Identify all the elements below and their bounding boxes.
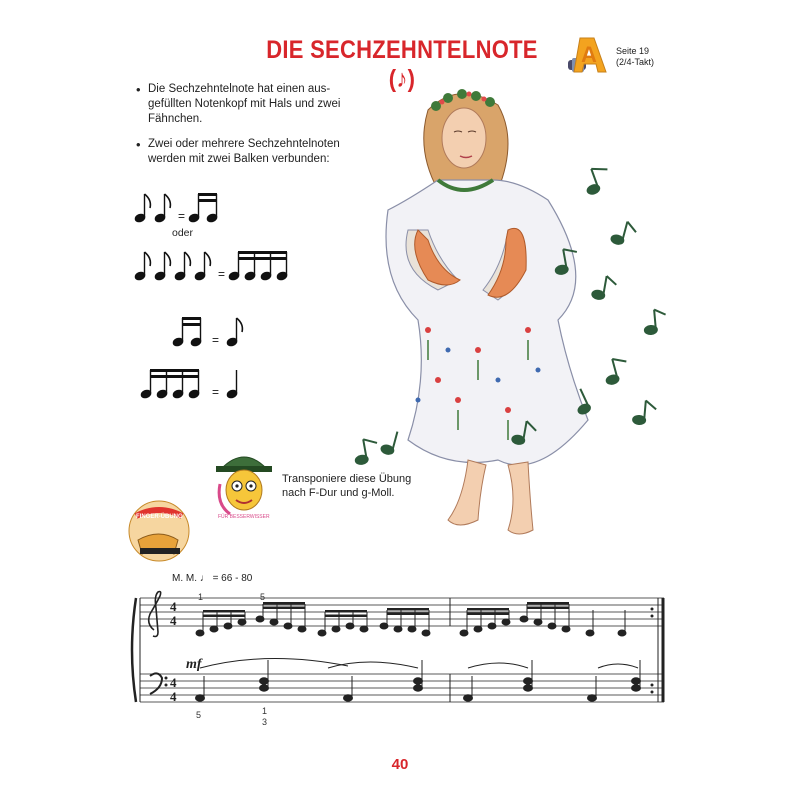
transpose-instruction: Transponiere diese Übung nach F-Dur und g-Moll. bbox=[282, 473, 412, 499]
fingering-bottom: 3 bbox=[262, 717, 268, 727]
oder-label: oder bbox=[172, 227, 194, 239]
equals-sign: = bbox=[212, 385, 220, 399]
finger-exercise-badge-icon bbox=[124, 500, 194, 562]
treble-group-3 bbox=[318, 610, 368, 636]
fingering-top: 1 bbox=[198, 592, 204, 602]
reference-page: Seite 19 bbox=[616, 46, 650, 56]
equals-sign: = bbox=[178, 209, 186, 223]
pencil-icon bbox=[566, 34, 616, 78]
equivalence-row-3 bbox=[168, 310, 258, 350]
time-signature-top: 4 bbox=[170, 599, 177, 614]
page-title: DIE SECHZEHNTELNOTE (♪) bbox=[266, 36, 538, 93]
character-badge-text: FÜR BESSERWISSER bbox=[218, 514, 270, 520]
piano-score bbox=[128, 588, 668, 728]
fingering-bottom: 1 bbox=[262, 706, 268, 716]
treble-quarters bbox=[586, 610, 626, 636]
reference-text bbox=[616, 46, 654, 68]
time-signature-bottom: 4 bbox=[170, 613, 177, 628]
fingering-top: 5 bbox=[260, 592, 266, 602]
equals-sign: = bbox=[212, 333, 220, 347]
treble-group-2 bbox=[256, 602, 306, 632]
page-number: 40 bbox=[391, 756, 409, 773]
quarter-note-icon: ♩ bbox=[199, 573, 210, 584]
treble-group-1 bbox=[196, 610, 246, 636]
treble-group-6 bbox=[520, 602, 570, 632]
equivalence-row-2 bbox=[130, 244, 300, 284]
time-signature-bottom-bass: 4 bbox=[170, 689, 177, 704]
tempo-prefix: M. M. bbox=[172, 573, 197, 584]
badge-letter: A bbox=[581, 42, 597, 67]
equivalence-row-4 bbox=[136, 362, 256, 402]
bullet-item: • Zwei oder mehrere Sechzehntelnoten werden mit zwei Balken verbunden: bbox=[136, 137, 356, 167]
time-signature-top-bass: 4 bbox=[170, 675, 177, 690]
reference-meter: (2/4-Takt) bbox=[616, 57, 655, 67]
tempo-marking bbox=[172, 573, 252, 584]
equivalence-row-1 bbox=[130, 186, 230, 226]
finger-exercise-badge-text: FINGER-ÜBUNG bbox=[136, 514, 183, 520]
reference-box bbox=[566, 34, 670, 78]
dynamic-marking: mf bbox=[186, 657, 202, 672]
character-with-hat-icon bbox=[212, 444, 276, 520]
bullet-item: • Die Sechzehntelnote hat einen aus-gefüllten Notenkopf mit Hals und zwei Fähnchen. bbox=[136, 82, 356, 127]
equals-sign: = bbox=[218, 267, 226, 281]
tempo-range: = 66 - 80 bbox=[212, 573, 253, 584]
fingering-bottom: 5 bbox=[196, 710, 202, 720]
floating-notes bbox=[320, 150, 700, 480]
